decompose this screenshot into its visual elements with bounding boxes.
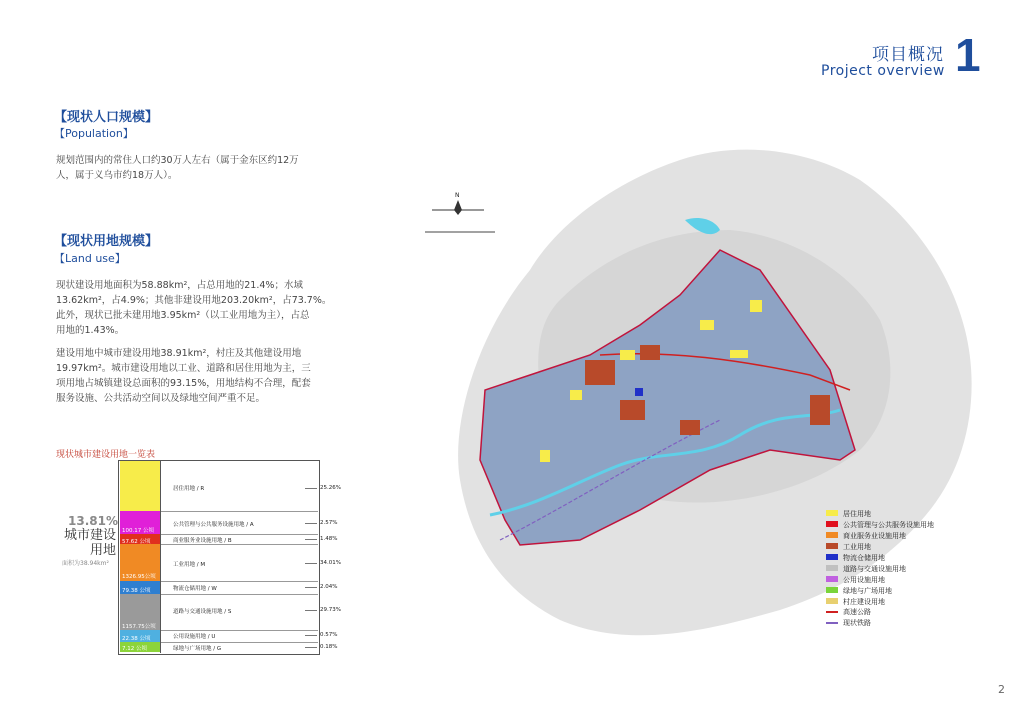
landuse-paragraph-1 [56,278,346,338]
population-heading-en: 【Population】 [54,127,134,140]
category-label: 公用设施用地 / U [173,634,216,640]
row-divider [161,581,318,582]
population-line: 人，属于义乌市约18万人）。 [56,170,178,181]
landuse-line: 19.97km²。城市建设用地以工业、道路和居住用地为主，三 [56,363,311,374]
category-percent: 2.04% [320,584,338,590]
summary-label [60,528,116,558]
bar-label: 79.38 公顷 [122,588,151,594]
legend-label: 绿地与广场用地 [843,587,892,595]
legend-label: 村庄建设用地 [843,598,885,606]
logistics-block [635,388,643,396]
legend-label: 公用设施用地 [843,576,885,584]
industrial-block [810,395,830,425]
category-percent: 29.73% [320,607,341,613]
residential-block [700,320,714,330]
legend-swatch [826,598,838,604]
row-divider [161,511,318,512]
legend-label: 工业用地 [843,543,871,551]
category-label: 道路与交通设施用地 / S [173,609,232,615]
legend-swatch [826,510,838,516]
category-percent: 0.18% [320,644,338,650]
bar-label: 7.12 公顷 [122,646,147,652]
leader-line [305,523,317,524]
population-line: 规划范围内的常住人口约30万人左右（属于金东区约12万 [56,155,299,166]
bar-label: 1157.75公顷 [122,624,156,630]
landuse-heading-en: 【Land use】 [54,252,126,265]
category-percent: 0.57% [320,632,338,638]
bar-label: 57.62 公顷 [122,539,151,545]
landuse-line: 现状建设用地面积为58.88km²，占总用地的21.4%；水域 [56,280,303,291]
header-title-en: Project overview [821,63,945,79]
compass-rose [425,192,495,232]
leader-line [305,539,317,540]
legend-swatch [826,611,838,613]
landuse-line: 建设用地中城市建设用地38.91km²，村庄及其他建设用地 [56,348,302,359]
summary-label-line: 用地 [89,543,116,558]
category-percent: 1.48% [320,536,338,542]
bar-residential [120,461,160,511]
residential-block [540,450,550,462]
legend-label: 商业服务业设施用地 [843,532,906,540]
category-percent: 34.01% [320,560,341,566]
legend-swatch [826,576,838,582]
land-use-map [410,120,990,680]
table-divider [160,460,161,653]
industrial-block [585,360,615,385]
residential-block [750,300,762,312]
population-heading: 【现状人口规模】 [54,110,159,125]
industrial-block [620,400,645,420]
bar-label: 22.38 公顷 [122,636,151,642]
summary-area: 面积为38.94km² [62,560,109,567]
legend-label: 物流仓储用地 [843,554,885,562]
landuse-line: 项用地占城镇建设总面积的93.15%，用地结构不合理，配套 [56,378,311,389]
category-label: 公共管理与公共服务设施用地 / A [173,522,254,528]
landuse-line: 服务设施、公共活动空间以及绿地空间严重不足。 [56,393,266,404]
bar-label: 1326.95公顷 [122,574,156,580]
residential-block [730,350,748,358]
compass-north: N [455,192,460,199]
category-label: 绿地与广场用地 / G [173,646,222,652]
landuse-paragraph-2 [56,346,346,406]
leader-line [305,488,317,489]
summary-label-line: 城市建设 [63,528,116,543]
legend-swatch [826,565,838,571]
summary-percent: 13.81% [68,514,118,528]
row-divider [161,534,318,535]
row-divider [161,642,318,643]
legend-label: 高速公路 [843,608,871,616]
row-divider [161,594,318,595]
category-label: 工业用地 / M [173,562,206,568]
legend-swatch [826,554,838,560]
leader-line [305,587,317,588]
table-title: 现状城市建设用地一览表 [56,450,156,460]
page-number: 2 [998,683,1005,696]
legend-label: 公共管理与公共服务设施用地 [843,521,934,529]
legend-swatch [826,622,838,624]
industrial-block [640,345,660,360]
landuse-heading: 【现状用地规模】 [54,234,159,249]
legend-swatch [826,532,838,538]
bar-label: 100.17 公顷 [122,528,154,534]
legend-swatch [826,521,838,527]
row-divider [161,630,318,631]
leader-line [305,647,317,648]
category-percent: 2.57% [320,520,338,526]
category-label: 居住用地 / R [173,486,205,492]
landuse-line: 用地的1.43%。 [56,325,125,336]
legend-swatch [826,543,838,549]
category-label: 商业服务业设施用地 / B [173,538,232,544]
row-divider [161,544,318,545]
category-label: 物流仓储用地 / W [173,586,217,592]
landuse-line: 此外，现状已批未建用地3.95km²（以工业用地为主），占总 [56,310,310,321]
legend-label: 现状铁路 [843,619,871,627]
industrial-block [680,420,700,435]
residential-block [620,350,635,360]
residential-block [570,390,582,400]
category-percent: 25.26% [320,485,341,491]
section-number: 1 [955,29,981,81]
legend-label: 居住用地 [843,510,871,518]
legend-label: 道路与交通设施用地 [843,565,906,573]
legend-swatch [826,587,838,593]
leader-line [305,563,317,564]
leader-line [305,635,317,636]
leader-line [305,610,317,611]
landuse-line: 13.62km²，占4.9%；其他非建设用地203.20km²，占73.7%。 [56,295,332,306]
header-title-cn: 项目概况 [872,45,944,65]
population-text [56,153,346,183]
